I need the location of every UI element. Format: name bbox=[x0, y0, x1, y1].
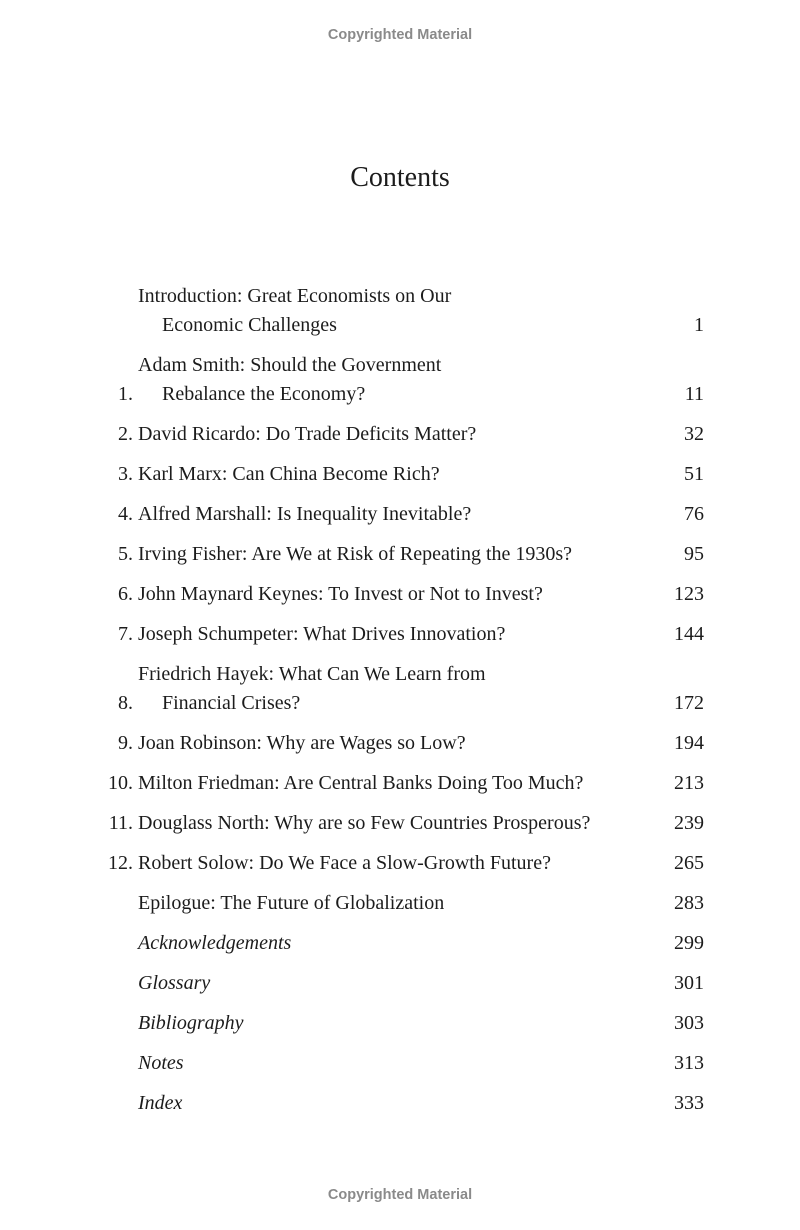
toc-entry[interactable] bbox=[0, 660, 800, 718]
entry-title-line: Irving Fisher: Are We at Risk of Repeating the 1930s? bbox=[138, 543, 573, 565]
entry-title-line: Index bbox=[138, 1092, 183, 1114]
entry-title-line: Douglass North: Why are so Few Countries Prosperous? bbox=[138, 812, 591, 834]
toc-entry[interactable] bbox=[0, 580, 800, 609]
entry-title-line: Economic Challenges bbox=[162, 314, 337, 336]
page-number: 265 bbox=[674, 852, 704, 874]
entry-title bbox=[138, 620, 608, 649]
page-number: 333 bbox=[674, 1092, 704, 1114]
entry-title bbox=[138, 420, 608, 449]
chapter-number: 10. bbox=[108, 772, 133, 794]
page-number: 123 bbox=[674, 583, 704, 605]
page-number: 239 bbox=[674, 812, 704, 834]
page-number: 213 bbox=[674, 772, 704, 794]
toc-entry[interactable] bbox=[0, 620, 800, 649]
toc-entry[interactable] bbox=[0, 500, 800, 529]
toc-entry[interactable] bbox=[0, 769, 800, 798]
entry-title bbox=[138, 540, 608, 569]
entry-title bbox=[138, 849, 608, 878]
entry-title bbox=[138, 1049, 608, 1078]
chapter-number: 12. bbox=[108, 852, 133, 874]
page-number: 32 bbox=[684, 423, 704, 445]
entry-title bbox=[138, 460, 608, 489]
toc-entry[interactable] bbox=[0, 420, 800, 449]
table-of-contents bbox=[0, 282, 800, 1129]
entry-title-line: Bibliography bbox=[138, 1012, 244, 1034]
toc-entry[interactable] bbox=[0, 809, 800, 838]
entry-title-line: John Maynard Keynes: To Invest or Not to Invest? bbox=[138, 583, 543, 605]
entry-title-line: Notes bbox=[138, 1052, 184, 1074]
toc-entry[interactable] bbox=[0, 929, 800, 958]
entry-title-line: Acknowledgements bbox=[138, 932, 292, 954]
toc-entry[interactable] bbox=[0, 849, 800, 878]
copyright-watermark-top: Copyrighted Material bbox=[327, 27, 473, 43]
page-number: 283 bbox=[674, 892, 704, 914]
chapter-number: 6. bbox=[118, 583, 133, 605]
copyright-watermark-bottom: Copyrighted Material bbox=[327, 1187, 473, 1203]
entry-title-line: Introduction: Great Economists on Our bbox=[138, 285, 452, 307]
chapter-number: 11. bbox=[108, 812, 133, 834]
toc-entry[interactable] bbox=[0, 282, 800, 340]
chapter-number: 7. bbox=[118, 623, 133, 645]
entry-title bbox=[138, 580, 608, 609]
page-number: 76 bbox=[684, 503, 704, 525]
entry-title bbox=[138, 969, 608, 998]
page-number: 144 bbox=[674, 623, 704, 645]
entry-title-line: Rebalance the Economy? bbox=[162, 383, 366, 405]
page-number: 11 bbox=[684, 383, 704, 405]
entry-title-line: Joan Robinson: Why are Wages so Low? bbox=[138, 732, 466, 754]
entry-title bbox=[138, 929, 608, 958]
entry-title-line: Milton Friedman: Are Central Banks Doing Too Much? bbox=[138, 772, 584, 794]
entry-title-line: Alfred Marshall: Is Inequality Inevitable? bbox=[138, 503, 472, 525]
toc-entry[interactable] bbox=[0, 460, 800, 489]
chapter-number: 9. bbox=[118, 732, 133, 754]
toc-entry[interactable] bbox=[0, 1049, 800, 1078]
page-number: 313 bbox=[674, 1052, 704, 1074]
page-number: 194 bbox=[674, 732, 704, 754]
entry-title-line: Epilogue: The Future of Globalization bbox=[138, 892, 445, 914]
page-number: 303 bbox=[674, 1012, 704, 1034]
chapter-number: 4. bbox=[118, 503, 133, 525]
entry-title bbox=[138, 769, 608, 798]
entry-title-line: Glossary bbox=[138, 972, 211, 994]
page-number: 1 bbox=[694, 314, 704, 336]
entry-title-line: Karl Marx: Can China Become Rich? bbox=[138, 463, 440, 485]
page-number: 301 bbox=[674, 972, 704, 994]
page-number: 299 bbox=[674, 932, 704, 954]
entry-title bbox=[138, 351, 608, 409]
chapter-number: 2. bbox=[118, 423, 133, 445]
entry-title bbox=[138, 282, 608, 340]
entry-title bbox=[138, 660, 608, 718]
toc-entry[interactable] bbox=[0, 1089, 800, 1118]
toc-entry[interactable] bbox=[0, 969, 800, 998]
entry-title bbox=[138, 729, 608, 758]
chapter-number: 3. bbox=[118, 463, 133, 485]
entry-title bbox=[138, 809, 608, 838]
entry-title bbox=[138, 1089, 608, 1118]
page-number: 95 bbox=[684, 543, 704, 565]
entry-title-line: Joseph Schumpeter: What Drives Innovation? bbox=[138, 623, 506, 645]
toc-entry[interactable] bbox=[0, 1009, 800, 1038]
page-title: Contents bbox=[350, 162, 450, 193]
chapter-number: 8. bbox=[118, 692, 133, 714]
entry-title-line: Friedrich Hayek: What Can We Learn from bbox=[138, 663, 486, 685]
page-number: 172 bbox=[674, 692, 704, 714]
entry-title-line: Adam Smith: Should the Government bbox=[138, 354, 442, 376]
entry-title bbox=[138, 889, 608, 918]
entry-title bbox=[138, 500, 608, 529]
entry-title bbox=[138, 1009, 608, 1038]
entry-title-line: David Ricardo: Do Trade Deficits Matter? bbox=[138, 423, 477, 445]
toc-entry[interactable] bbox=[0, 889, 800, 918]
entry-title-line: Robert Solow: Do We Face a Slow-Growth Future? bbox=[138, 852, 551, 874]
page-number: 51 bbox=[684, 463, 704, 485]
chapter-number: 1. bbox=[118, 383, 133, 405]
toc-entry[interactable] bbox=[0, 729, 800, 758]
toc-entry[interactable] bbox=[0, 540, 800, 569]
entry-title-line: Financial Crises? bbox=[162, 692, 301, 714]
toc-entry[interactable] bbox=[0, 351, 800, 409]
chapter-number: 5. bbox=[118, 543, 133, 565]
